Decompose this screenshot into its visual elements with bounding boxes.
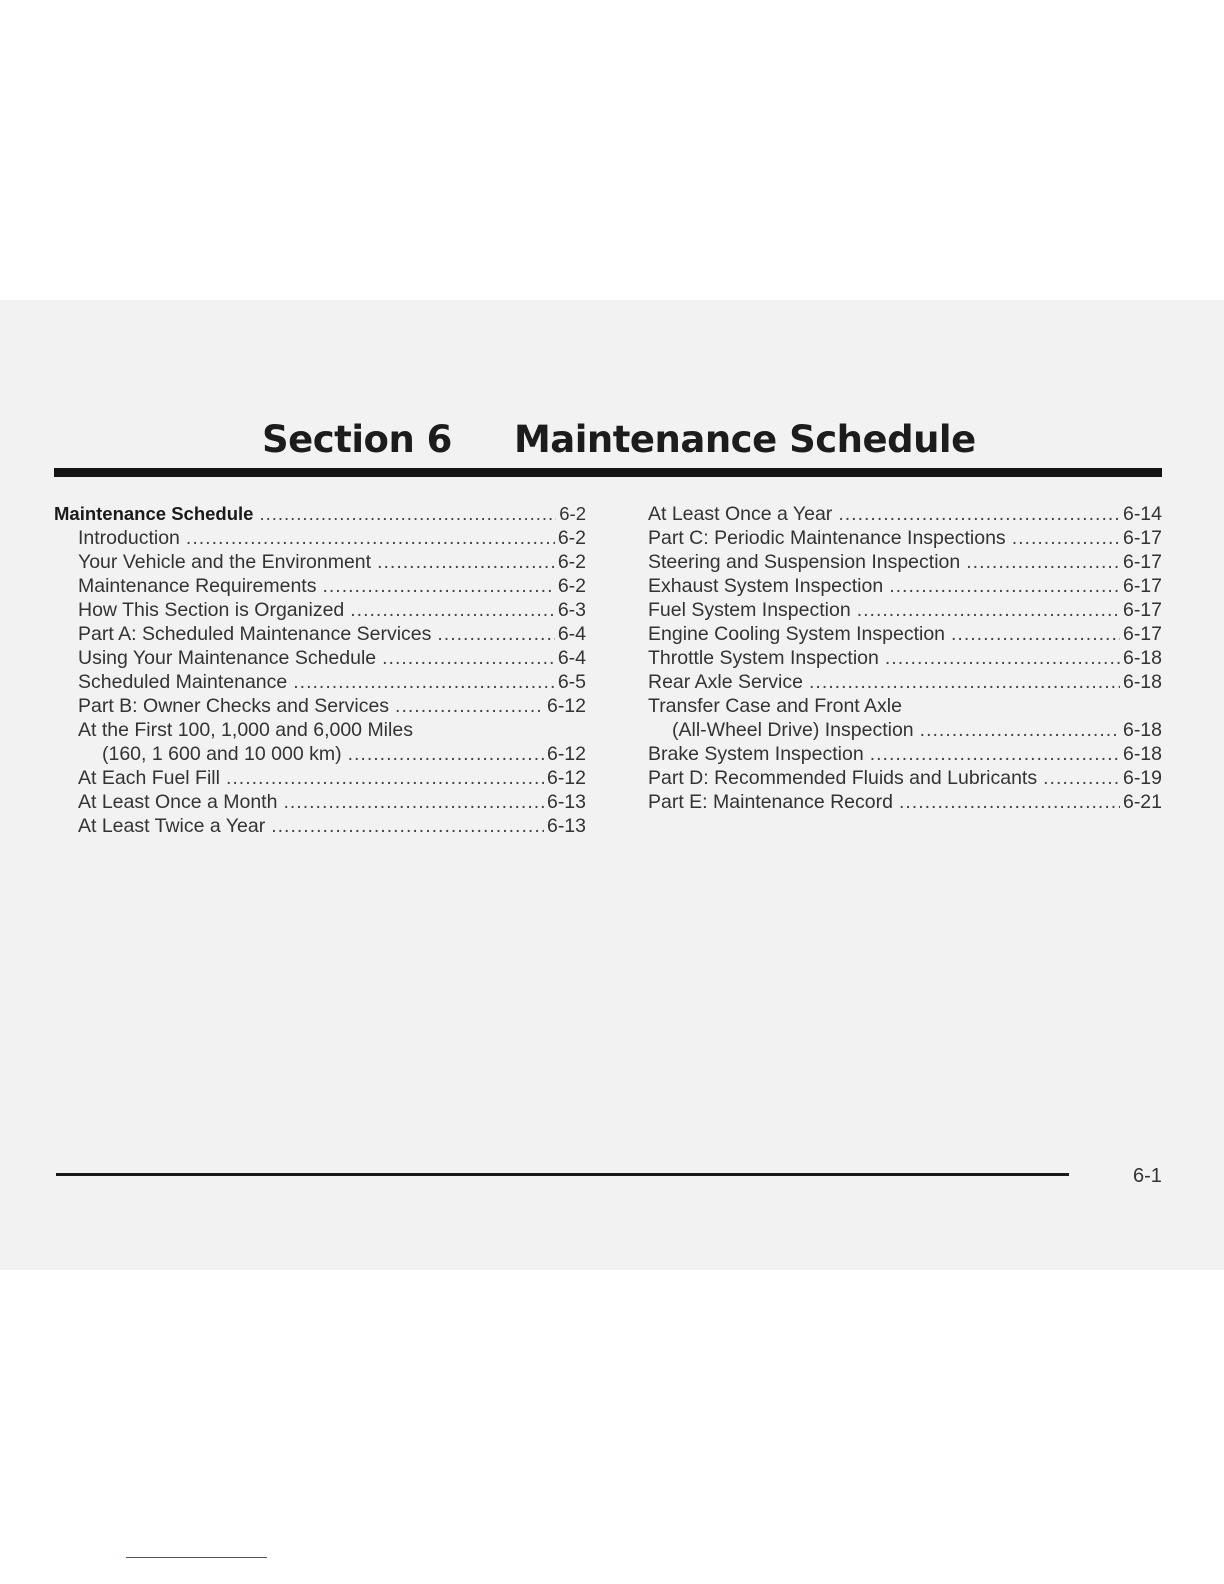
leader-dots xyxy=(293,670,555,694)
toc-entry[interactable] xyxy=(648,766,1162,790)
toc-entry[interactable] xyxy=(648,718,1162,742)
toc-entry[interactable] xyxy=(648,598,1162,622)
leader-dots xyxy=(322,574,554,598)
toc-entry-page: 6-13 xyxy=(546,791,586,813)
toc-entry-label: Throttle System Inspection xyxy=(648,647,879,669)
toc-entry-label: At Least Once a Year xyxy=(648,503,833,525)
toc-entry[interactable] xyxy=(54,550,586,574)
leader-dots xyxy=(226,766,544,790)
page-number: 6-1 xyxy=(1133,1165,1162,1187)
toc-entry[interactable] xyxy=(54,502,586,526)
toc-entry-page: 6-18 xyxy=(1122,671,1162,693)
toc-entry-page: 6-14 xyxy=(1122,503,1162,525)
toc-entry-label: At Least Twice a Year xyxy=(78,815,266,837)
toc-entry-label: Scheduled Maintenance xyxy=(78,671,288,693)
toc-entry[interactable] xyxy=(54,742,586,766)
toc-entry-label: Part E: Maintenance Record xyxy=(648,791,893,813)
toc-entry-page: 6-2 xyxy=(557,575,586,597)
toc-entry-label: Maintenance Schedule xyxy=(54,503,254,524)
toc-entry-label: Engine Cooling System Inspection xyxy=(648,623,946,645)
toc-entry-label: Part A: Scheduled Maintenance Services xyxy=(78,623,432,645)
toc-entry-page: 6-12 xyxy=(546,695,586,717)
toc-entry[interactable] xyxy=(648,550,1162,574)
toc-entry-label: How This Section is Organized xyxy=(78,599,345,621)
toc-entry-page: 6-5 xyxy=(557,671,586,693)
toc-entry[interactable] xyxy=(648,646,1162,670)
title-rule xyxy=(54,468,1162,477)
toc-entry-page: 6-4 xyxy=(557,647,586,669)
toc-entry[interactable] xyxy=(54,670,586,694)
toc-entry-page: 6-18 xyxy=(1122,647,1162,669)
toc-entry-page: 6-13 xyxy=(546,815,586,837)
footer-rule xyxy=(56,1173,1069,1176)
leader-dots xyxy=(259,502,556,526)
leader-dots xyxy=(382,646,555,670)
toc-entry-label: Exhaust System Inspection xyxy=(648,575,884,597)
toc-entry[interactable] xyxy=(648,526,1162,550)
toc-entry[interactable] xyxy=(648,694,1162,718)
toc-entry[interactable] xyxy=(648,622,1162,646)
toc-entry-label: Part C: Periodic Maintenance Inspections xyxy=(648,527,1006,549)
toc-entry[interactable] xyxy=(648,574,1162,598)
toc-entry[interactable] xyxy=(54,526,586,550)
leader-dots xyxy=(186,526,555,550)
leader-dots xyxy=(951,622,1120,646)
leader-dots xyxy=(885,646,1120,670)
toc-entry-page: 6-19 xyxy=(1122,767,1162,789)
toc-entry-page: 6-2 xyxy=(557,551,586,573)
toc-entry-label: Part B: Owner Checks and Services xyxy=(78,695,390,717)
toc-left-column xyxy=(54,502,586,838)
toc-entry-page: 6-21 xyxy=(1122,791,1162,813)
toc-entry[interactable] xyxy=(648,502,1162,526)
leader-dots xyxy=(857,598,1120,622)
toc-entry-page: 6-3 xyxy=(557,599,586,621)
leader-dots xyxy=(899,790,1120,814)
leader-dots xyxy=(1043,766,1120,790)
section-title-text: Maintenance Schedule xyxy=(513,418,976,461)
toc-entry-label: Fuel System Inspection xyxy=(648,599,851,621)
toc-entry-label: Introduction xyxy=(78,527,180,549)
page-title xyxy=(262,418,976,461)
section-label: Section 6 xyxy=(262,418,452,461)
toc-entry[interactable] xyxy=(648,670,1162,694)
toc-entry[interactable] xyxy=(54,814,586,838)
toc-entry-page: 6-2 xyxy=(559,503,586,524)
leader-dots xyxy=(966,550,1120,574)
leader-dots xyxy=(377,550,555,574)
toc-entry-page: 6-2 xyxy=(557,527,586,549)
toc-entry-page: 6-12 xyxy=(546,743,586,765)
toc-entry-label: At the First 100, 1,000 and 6,000 Miles xyxy=(78,719,413,741)
toc-entry-label: Part D: Recommended Fluids and Lubricants xyxy=(648,767,1038,789)
toc-entry-page: 6-18 xyxy=(1122,743,1162,765)
toc-entry-label: Your Vehicle and the Environment xyxy=(78,551,372,573)
leader-dots xyxy=(350,598,555,622)
toc-entry-label: Maintenance Requirements xyxy=(78,575,317,597)
toc-entry[interactable] xyxy=(54,718,586,742)
toc-entry[interactable] xyxy=(648,790,1162,814)
leader-dots xyxy=(283,790,544,814)
leader-dots xyxy=(870,742,1120,766)
leader-dots xyxy=(889,574,1120,598)
toc-entry-label: At Least Once a Month xyxy=(78,791,278,813)
toc-entry-page: 6-17 xyxy=(1122,623,1162,645)
toc-entry-page: 6-18 xyxy=(1122,719,1162,741)
link-underline[interactable] xyxy=(126,1557,267,1558)
toc-entry-page: 6-17 xyxy=(1122,599,1162,621)
toc-entry[interactable] xyxy=(54,790,586,814)
leader-dots xyxy=(395,694,544,718)
toc-entry-page: 6-4 xyxy=(557,623,586,645)
toc-entry[interactable] xyxy=(54,694,586,718)
toc-entry-label: Using Your Maintenance Schedule xyxy=(78,647,377,669)
toc-entry-page: 6-17 xyxy=(1122,551,1162,573)
leader-dots xyxy=(271,814,544,838)
leader-dots xyxy=(1012,526,1120,550)
leader-dots xyxy=(348,742,544,766)
toc-entry[interactable] xyxy=(54,766,586,790)
toc-entry-label: (All-Wheel Drive) Inspection xyxy=(672,719,914,741)
toc-entry-label: At Each Fuel Fill xyxy=(78,767,220,789)
toc-entry-label: Brake System Inspection xyxy=(648,743,864,765)
toc-entry[interactable] xyxy=(54,646,586,670)
toc-entry-page: 6-17 xyxy=(1122,527,1162,549)
toc-entry-page: 6-12 xyxy=(546,767,586,789)
toc-entry-label: (160, 1 600 and 10 000 km) xyxy=(102,743,342,765)
leader-dots xyxy=(809,670,1120,694)
leader-dots xyxy=(920,718,1120,742)
toc-entry[interactable] xyxy=(54,622,586,646)
leader-dots xyxy=(437,622,554,646)
leader-dots xyxy=(838,502,1120,526)
toc-entry[interactable] xyxy=(54,598,586,622)
toc-entry-page: 6-17 xyxy=(1122,575,1162,597)
toc-entry-label: Transfer Case and Front Axle xyxy=(648,695,902,717)
toc-right-column xyxy=(648,502,1162,814)
toc-entry[interactable] xyxy=(54,574,586,598)
toc-entry[interactable] xyxy=(648,742,1162,766)
toc-entry-label: Rear Axle Service xyxy=(648,671,803,693)
toc-entry-label: Steering and Suspension Inspection xyxy=(648,551,961,573)
